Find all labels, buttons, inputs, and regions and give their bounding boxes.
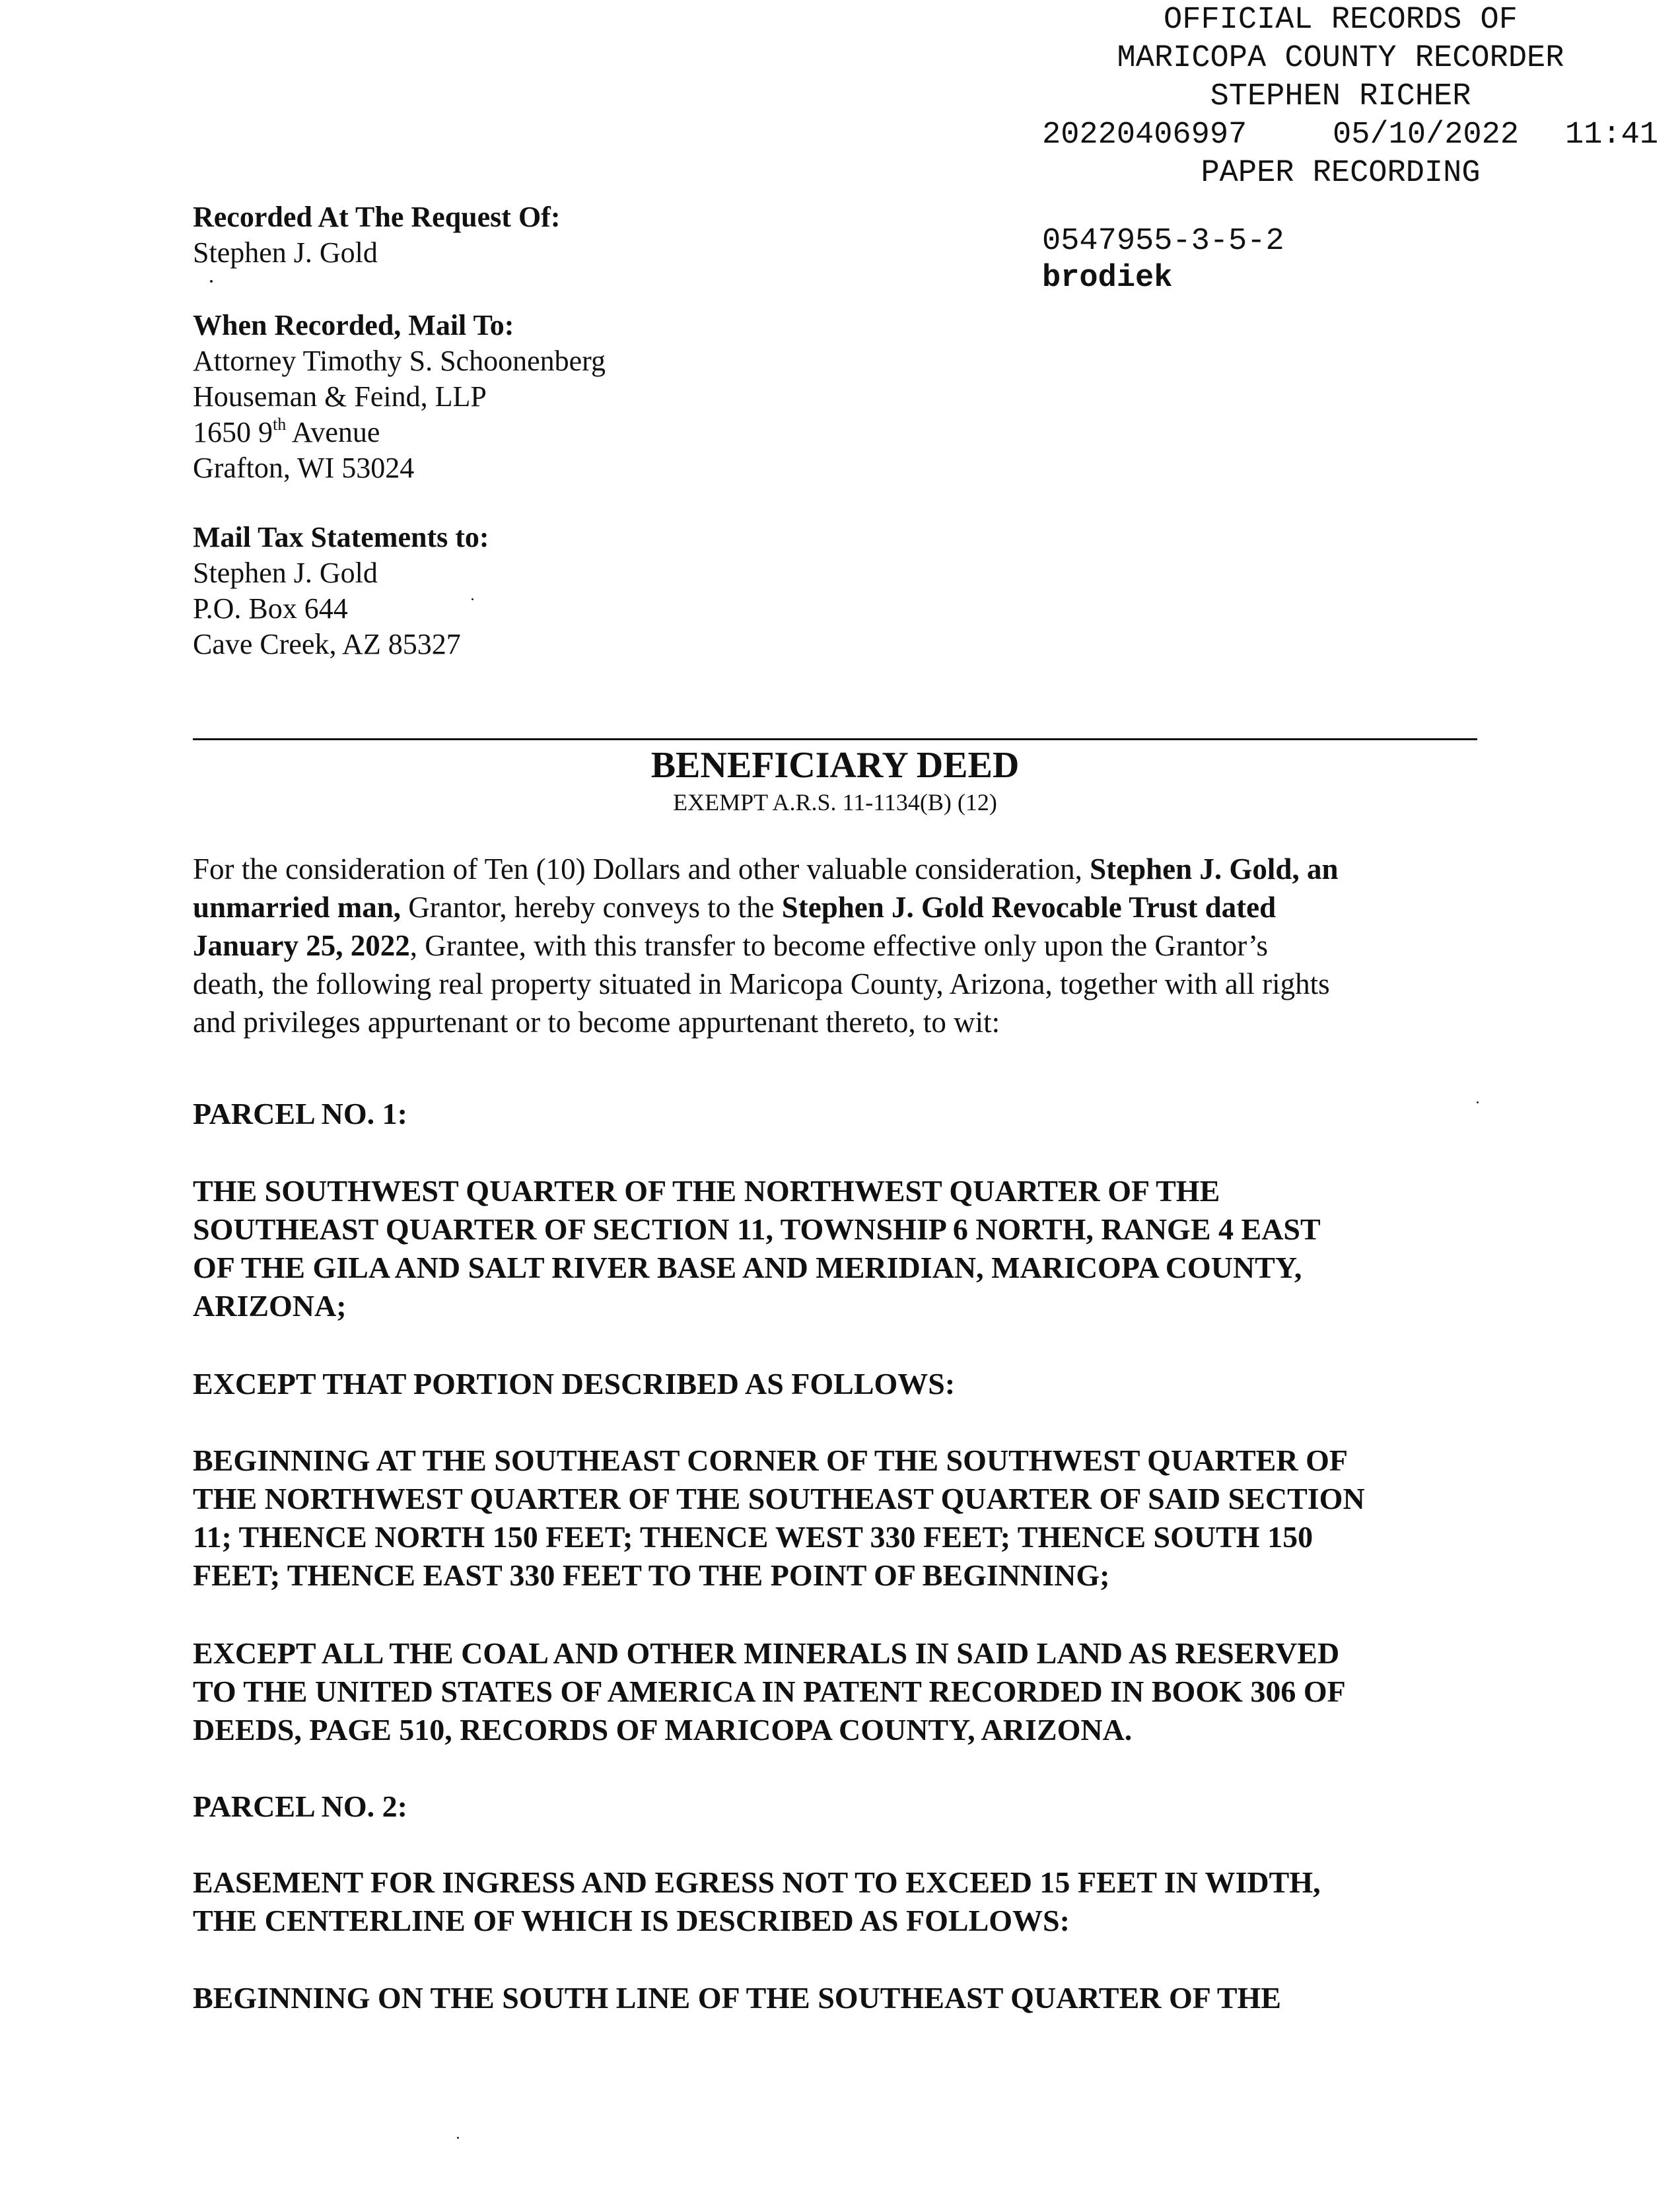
stamp-record-time: 11:41: [1565, 118, 1659, 153]
stamp-line-recorder-name: STEPHEN RICHER: [1210, 79, 1471, 114]
legal-description-line: OF THE GILA AND SALT RIVER BASE AND MERIDIAN, MARICOPA COUNTY,: [193, 1251, 1302, 1284]
deed-title: BENEFICIARY DEED: [650, 745, 1020, 786]
legal-description-line: BEGINNING ON THE SOUTH LINE OF THE SOUTHEAST QUARTER OF THE: [193, 1981, 1281, 2015]
stamp-record-date: 05/10/2022: [1333, 118, 1520, 153]
stamp-line-official-records: OFFICIAL RECORDS OF: [1164, 3, 1518, 38]
parcel-1-heading: [193, 1095, 1514, 1133]
deed-exemption: EXEMPT A.R.S. 11-1134(B) (12): [673, 789, 997, 816]
mail-to-street-number: 1650 9: [193, 416, 273, 448]
mail-to-street-name: Avenue: [286, 416, 380, 448]
stamp-record-line: [1042, 116, 1671, 155]
tax-statements-block: [193, 520, 489, 662]
tax-statements-city: Cave Creek, AZ 85327: [193, 628, 461, 660]
legal-description-line: EXCEPT ALL THE COAL AND OTHER MINERALS IN SAID LAND AS RESERVED: [193, 1636, 1340, 1670]
consideration-text: , Grantee, with this transfer to become effective only upon the Grantor’s: [409, 929, 1268, 962]
grantee-name: Stephen J. Gold Revocable Trust dated: [781, 891, 1277, 924]
parcel-1-except-description: [193, 1441, 1514, 1595]
mail-to-attorney: Attorney Timothy S. Schoonenberg: [193, 345, 606, 377]
tax-statements-po-box: P.O. Box 644: [193, 592, 348, 625]
mail-to-heading: When Recorded, Mail To:: [193, 309, 514, 341]
mail-to-block: [193, 308, 606, 486]
parcel-2-description: [193, 1863, 1514, 1940]
legal-description-line: THE SOUTHWEST QUARTER OF THE NORTHWEST QUARTER OF THE: [193, 1174, 1220, 1208]
legal-description-line: FEET; THENCE EAST 330 FEET TO THE POINT OF BEGINNING;: [193, 1558, 1110, 1592]
tax-statements-heading: Mail Tax Statements to:: [193, 521, 489, 553]
grantor-status: unmarried man,: [193, 891, 401, 924]
mail-to-street-suffix: th: [273, 415, 287, 434]
mail-to-street: [193, 415, 606, 450]
legal-description-line: TO THE UNITED STATES OF AMERICA IN PATENT RECORDED IN BOOK 306 OF: [193, 1675, 1346, 1708]
recorder-stamp: [1037, 1, 1671, 193]
scan-speck: [457, 2137, 459, 2139]
consideration-line: [193, 850, 1487, 888]
legal-description-line: DEEDS, PAGE 510, RECORDS OF MARICOPA COUNTY, ARIZONA.: [193, 1713, 1133, 1747]
legal-description-line: THE CENTERLINE OF WHICH IS DESCRIBED AS FOLLOWS:: [193, 1904, 1070, 1937]
legal-description-line: ARIZONA;: [193, 1289, 347, 1323]
mail-to-city: Grafton, WI 53024: [193, 452, 415, 484]
stamp-line-county-recorder: MARICOPA COUNTY RECORDER: [1117, 41, 1564, 76]
consideration-line: death, the following real property situated in Maricopa County, Arizona, together with all rights: [193, 967, 1330, 1000]
legal-description-line: SOUTHEAST QUARTER OF SECTION 11, TOWNSHIP 6 NORTH, RANGE 4 EAST: [193, 1212, 1321, 1246]
parcel-1-description: [193, 1172, 1514, 1325]
legal-description-line: 11; THENCE NORTH 150 FEET; THENCE WEST 330 FEET; THENCE SOUTH 150: [193, 1520, 1313, 1554]
recorded-request-block: [193, 199, 560, 271]
stamp-record-number: 20220406997: [1042, 118, 1247, 153]
parcel-1-except-heading: [193, 1365, 1514, 1403]
parcel-2-heading: [193, 1788, 1514, 1826]
scan-speck: [472, 598, 473, 600]
legal-description-line: THE NORTHWEST QUARTER OF THE SOUTHEAST QUARTER OF SAID SECTION: [193, 1482, 1365, 1515]
consideration-text: For the consideration of Ten (10) Dollars and other valuable consideration,: [193, 852, 1090, 885]
tax-statements-name: Stephen J. Gold: [193, 557, 378, 589]
mail-to-firm: Houseman & Feind, LLP: [193, 380, 487, 413]
consideration-line: [193, 926, 1487, 965]
grantor-name: Stephen J. Gold, an: [1090, 852, 1339, 885]
header-divider: [193, 738, 1477, 740]
recorded-request-heading: Recorded At The Request Of:: [193, 201, 561, 233]
stamp-recording-type: PAPER RECORDING: [1201, 156, 1481, 191]
scan-speck: [210, 280, 213, 283]
consideration-line: and privileges appurtenant or to become appurtenant thereto, to wit:: [193, 1006, 1000, 1039]
parcel-1-minerals-exception: [193, 1634, 1514, 1749]
consideration-text: Grantor, hereby conveys to the: [401, 891, 782, 924]
except-heading-text: EXCEPT THAT PORTION DESCRIBED AS FOLLOWS:: [193, 1367, 956, 1401]
consideration-line: [193, 888, 1487, 926]
clerk-id: 0547955-3-5-2: [1042, 224, 1284, 259]
parcel-heading-text: PARCEL NO. 2:: [193, 1789, 407, 1823]
clerk-block: [1042, 223, 1284, 297]
trust-date: January 25, 2022: [193, 929, 410, 962]
consideration-paragraph: [193, 850, 1487, 1041]
parcel-heading-text: PARCEL NO. 1:: [193, 1097, 407, 1130]
parcel-2-beginning: [193, 1979, 1514, 2017]
legal-description-line: BEGINNING AT THE SOUTHEAST CORNER OF THE SOUTHWEST QUARTER OF: [193, 1443, 1348, 1477]
clerk-user: brodiek: [1042, 261, 1173, 296]
legal-description-line: EASEMENT FOR INGRESS AND EGRESS NOT TO EXCEED 15 FEET IN WIDTH,: [193, 1865, 1321, 1899]
recorded-request-name: Stephen J. Gold: [193, 236, 378, 269]
